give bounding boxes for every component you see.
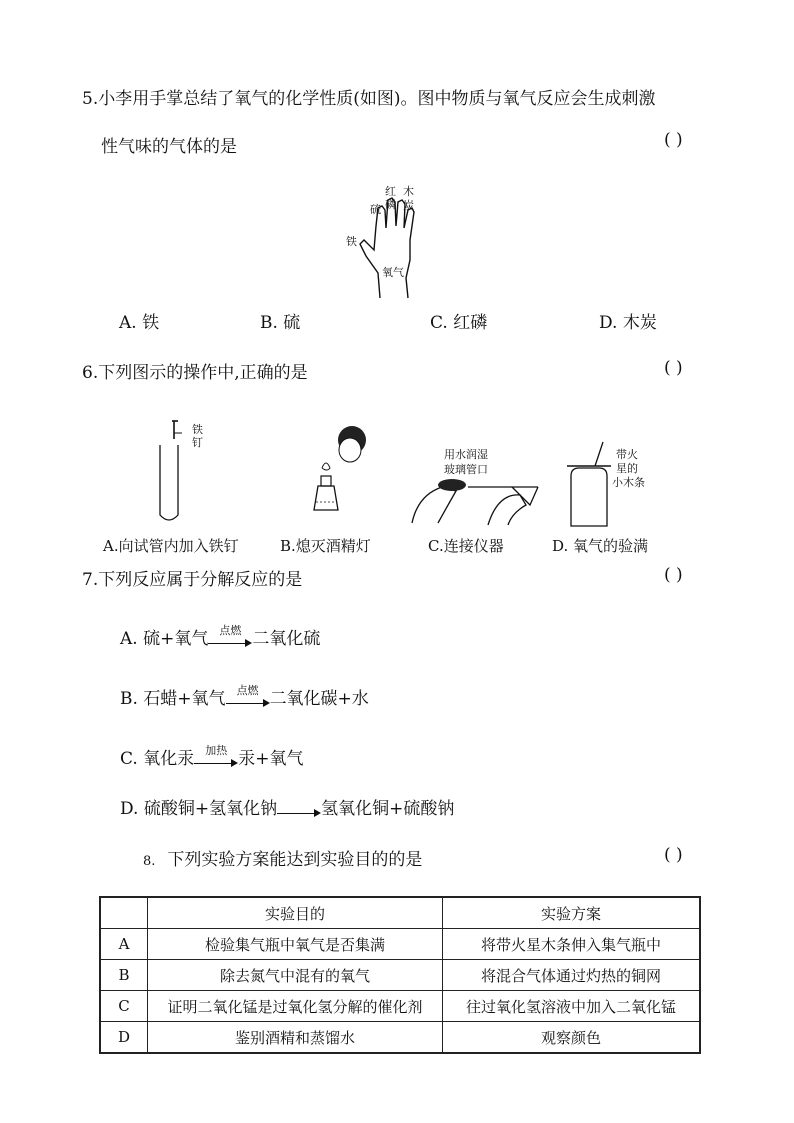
q7-option-b[interactable] bbox=[120, 684, 369, 709]
q7-option-d[interactable] bbox=[120, 794, 454, 819]
q7-a-right: 二氧化硫 bbox=[252, 629, 321, 649]
table-row bbox=[100, 991, 700, 1022]
reaction-arrow-icon bbox=[194, 743, 238, 767]
q7-number: 7. bbox=[82, 570, 99, 590]
q5-number: 5. bbox=[82, 89, 99, 109]
table-row bbox=[100, 1022, 700, 1054]
q7-option-c[interactable] bbox=[120, 744, 303, 769]
q5-text-line1: 小李用手掌总结了氧气的化学性质(如图)。图中物质与氧气反应会生成刺激 bbox=[98, 89, 656, 109]
q7-c-letter: C. bbox=[120, 749, 138, 769]
q7-c-right: 汞+氧气 bbox=[238, 749, 304, 769]
q5-option-a[interactable]: A. 铁 bbox=[119, 313, 160, 333]
reaction-arrow-icon bbox=[208, 623, 252, 647]
q5-option-c[interactable]: C. 红磷 bbox=[430, 313, 488, 333]
q5-label-lin: 磷 bbox=[385, 198, 396, 211]
q5-text-line2: 性气味的气体的是 bbox=[101, 137, 237, 157]
table-cell: 将混合气体通过灼热的铜网 bbox=[443, 960, 701, 991]
q7-b-letter: B. bbox=[120, 689, 138, 709]
q6-option-c[interactable]: C.连接仪器 bbox=[428, 537, 504, 555]
q5-option-d[interactable]: D. 木炭 bbox=[599, 313, 657, 333]
q7-c-cond: 加热 bbox=[205, 743, 228, 757]
q6-line bbox=[82, 358, 308, 383]
table-row bbox=[100, 929, 700, 960]
q5-label-liu: 硫 bbox=[370, 203, 381, 216]
q7-a-letter: A. bbox=[120, 629, 138, 649]
q6-d-label-3: 小木条 bbox=[612, 476, 645, 489]
q7-d-letter: D. bbox=[120, 799, 139, 819]
q7-a-cond: 点燃 bbox=[219, 623, 242, 637]
table-cell: 证明二氧化锰是过氧化氢分解的催化剂 bbox=[148, 991, 443, 1022]
q8-line bbox=[143, 845, 422, 870]
table-cell: 除去氮气中混有的氧气 bbox=[148, 960, 443, 991]
table-row bbox=[100, 960, 700, 991]
table-cell: 鉴别酒精和蒸馏水 bbox=[148, 1022, 443, 1054]
q6-a-label-tie: 铁 bbox=[192, 423, 203, 436]
q6-option-a[interactable]: A.向试管内加入铁钉 bbox=[103, 537, 239, 555]
q6-a-label-ding: 钉 bbox=[192, 436, 203, 449]
q7-d-left: 硫酸铜+氢氧化钠 bbox=[143, 799, 278, 819]
q8-answer-paren: ( ) bbox=[664, 845, 683, 865]
q6-c-label-2: 玻璃管口 bbox=[444, 463, 488, 476]
table-header-row bbox=[100, 897, 700, 929]
q7-c-left: 氧化汞 bbox=[143, 749, 195, 769]
table-cell: A bbox=[100, 929, 148, 960]
reaction-arrow-icon bbox=[277, 803, 321, 817]
q7-d-right: 氢氧化铜+硫酸钠 bbox=[321, 799, 455, 819]
q6-number: 6. bbox=[82, 363, 99, 383]
q7-b-cond: 点燃 bbox=[236, 683, 259, 697]
table-cell: 观察颜色 bbox=[443, 1022, 701, 1054]
q6-option-d[interactable]: D. 氧气的验满 bbox=[552, 537, 649, 555]
q7-answer-paren: ( ) bbox=[664, 565, 683, 585]
q8-number: 8. bbox=[143, 854, 156, 869]
q5-label-tie: 铁 bbox=[346, 235, 357, 248]
q6-c-label-1: 用水润湿 bbox=[444, 448, 488, 461]
q7-b-right: 二氧化碳+水 bbox=[269, 689, 369, 709]
table-cell: 往过氧化氢溶液中加入二氧化锰 bbox=[443, 991, 701, 1022]
q5-label-mu: 木 bbox=[403, 185, 414, 198]
table-cell: B bbox=[100, 960, 148, 991]
q5-label-tan: 炭 bbox=[403, 199, 414, 212]
q6-d-label-2: 星的 bbox=[616, 462, 638, 475]
q6-fig-d bbox=[565, 440, 615, 530]
table-cell: D bbox=[100, 1022, 148, 1054]
q6-d-label-1: 带火 bbox=[616, 448, 638, 461]
q7-option-a[interactable] bbox=[120, 624, 320, 649]
q7-line bbox=[82, 565, 302, 590]
table-header-cell bbox=[100, 897, 148, 929]
table-cell: C bbox=[100, 991, 148, 1022]
q8-experiment-table bbox=[99, 896, 701, 1054]
table-cell: 将带火星木条伸入集气瓶中 bbox=[443, 929, 701, 960]
q7-a-left: 硫+氧气 bbox=[143, 629, 209, 649]
q6-fig-b bbox=[300, 410, 380, 530]
q6-text: 下列图示的操作中,正确的是 bbox=[98, 363, 308, 383]
q6-answer-paren: ( ) bbox=[664, 358, 683, 378]
q5-line1 bbox=[82, 84, 656, 109]
q8-text: 下列实验方案能达到实验目的的是 bbox=[167, 850, 423, 870]
table-cell: 检验集气瓶中氧气是否集满 bbox=[148, 929, 443, 960]
q5-option-b[interactable]: B. 硫 bbox=[260, 313, 301, 333]
q7-b-left: 石蜡+氧气 bbox=[143, 689, 226, 709]
table-header-cell: 实验方案 bbox=[443, 897, 701, 929]
q5-answer-paren: ( ) bbox=[664, 130, 683, 150]
reaction-arrow-icon bbox=[226, 683, 270, 707]
q6-option-b[interactable]: B.熄灭酒精灯 bbox=[280, 537, 371, 555]
q5-label-yangqi: 氧气 bbox=[382, 266, 404, 279]
table-header-cell: 实验目的 bbox=[148, 897, 443, 929]
q7-text: 下列反应属于分解反应的是 bbox=[98, 570, 303, 590]
alcohol-lamp-icon bbox=[300, 410, 380, 530]
q5-label-hong: 红 bbox=[385, 185, 396, 198]
gas-bottle-icon bbox=[565, 440, 615, 530]
